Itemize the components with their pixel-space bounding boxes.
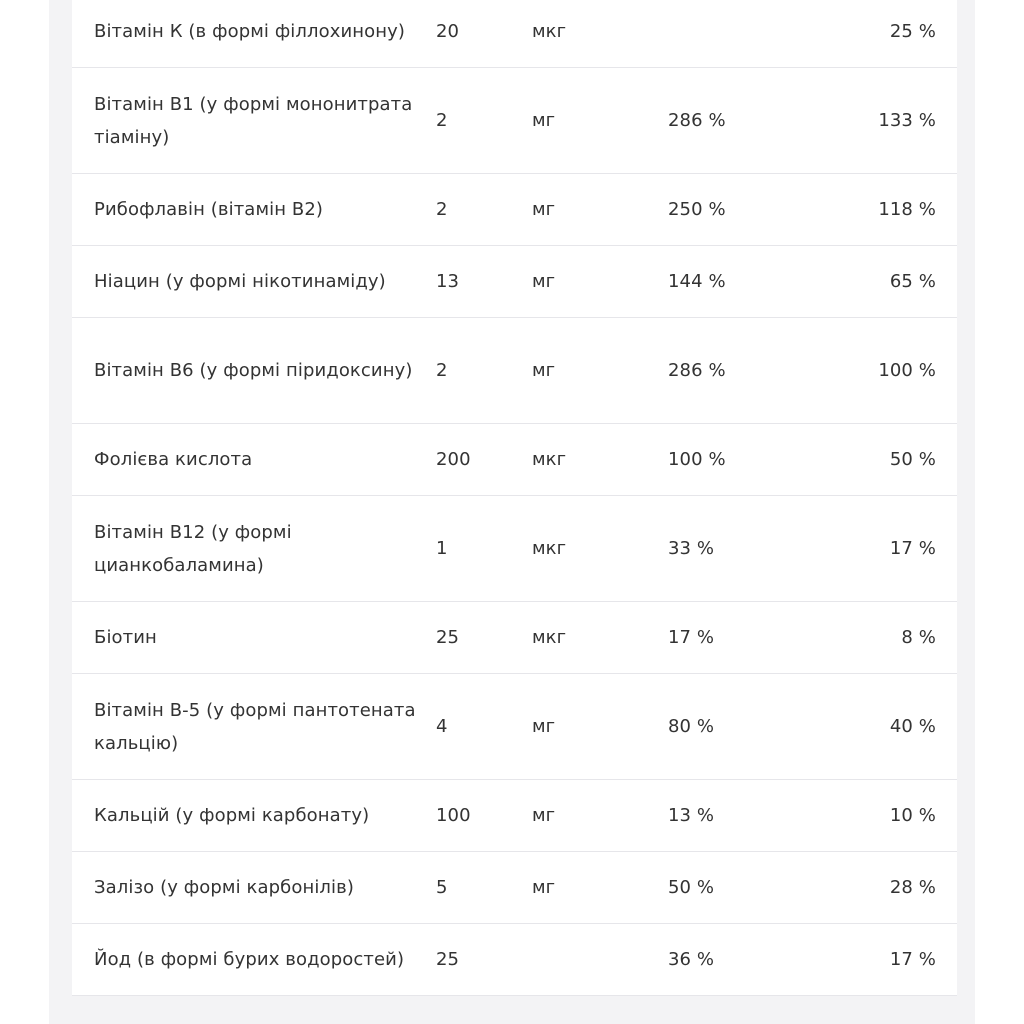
nutrient-percent-daily: 286 % bbox=[668, 68, 868, 174]
nutrient-percent-reference: 40 % bbox=[868, 674, 957, 780]
nutrient-name: Вітамін В12 (у формі цианкобаламина) bbox=[72, 496, 436, 602]
nutrient-name: Вітамін К (в формі філлохинону) bbox=[72, 0, 436, 68]
table-row bbox=[72, 780, 957, 852]
nutrient-unit: мг bbox=[532, 68, 668, 174]
nutrient-name: Ніацин (у формі нікотинаміду) bbox=[72, 246, 436, 318]
nutrient-percent-reference: 10 % bbox=[868, 780, 957, 852]
nutrient-percent-daily: 286 % bbox=[668, 318, 868, 424]
table-row bbox=[72, 602, 957, 674]
nutrient-name: Фолієва кислота bbox=[72, 424, 436, 496]
nutrient-percent-reference: 25 % bbox=[868, 0, 957, 68]
table-row bbox=[72, 246, 957, 318]
nutrient-amount: 1 bbox=[436, 496, 532, 602]
nutrient-percent-daily: 144 % bbox=[668, 246, 868, 318]
table-row bbox=[72, 68, 957, 174]
table-row bbox=[72, 496, 957, 602]
nutrition-table bbox=[72, 0, 957, 996]
nutrient-amount: 200 bbox=[436, 424, 532, 496]
nutrient-amount: 2 bbox=[436, 68, 532, 174]
nutrient-percent-daily: 33 % bbox=[668, 496, 868, 602]
nutrient-percent-daily: 17 % bbox=[668, 602, 868, 674]
nutrient-amount: 2 bbox=[436, 318, 532, 424]
nutrient-percent-reference: 28 % bbox=[868, 852, 957, 924]
nutrient-percent-daily: 50 % bbox=[668, 852, 868, 924]
nutrient-amount: 5 bbox=[436, 852, 532, 924]
nutrient-unit bbox=[532, 924, 668, 996]
nutrient-percent-reference: 50 % bbox=[868, 424, 957, 496]
nutrient-unit: мг bbox=[532, 852, 668, 924]
nutrient-percent-daily: 100 % bbox=[668, 424, 868, 496]
nutrient-unit: мкг bbox=[532, 496, 668, 602]
nutrient-percent-reference: 8 % bbox=[868, 602, 957, 674]
nutrient-amount: 100 bbox=[436, 780, 532, 852]
nutrition-table-body bbox=[72, 0, 957, 996]
table-row bbox=[72, 318, 957, 424]
nutrient-percent-reference: 118 % bbox=[868, 174, 957, 246]
nutrient-unit: мкг bbox=[532, 0, 668, 68]
nutrient-amount: 2 bbox=[436, 174, 532, 246]
nutrient-unit: мкг bbox=[532, 424, 668, 496]
nutrient-percent-reference: 100 % bbox=[868, 318, 957, 424]
nutrient-name: Рибофлавін (вітамін В2) bbox=[72, 174, 436, 246]
nutrient-amount: 20 bbox=[436, 0, 532, 68]
nutrient-percent-daily: 80 % bbox=[668, 674, 868, 780]
nutrient-percent-reference: 17 % bbox=[868, 924, 957, 996]
nutrient-unit: мг bbox=[532, 780, 668, 852]
nutrient-percent-daily: 250 % bbox=[668, 174, 868, 246]
nutrient-name: Вітамін В6 (у формі піридоксину) bbox=[72, 318, 436, 424]
nutrient-unit: мг bbox=[532, 318, 668, 424]
nutrient-unit: мг bbox=[532, 174, 668, 246]
nutrient-percent-daily: 36 % bbox=[668, 924, 868, 996]
table-row bbox=[72, 852, 957, 924]
nutrient-unit: мг bbox=[532, 246, 668, 318]
nutrient-name: Вітамін В-5 (у формі пантотената кальцію) bbox=[72, 674, 436, 780]
table-row bbox=[72, 424, 957, 496]
nutrient-unit: мг bbox=[532, 674, 668, 780]
nutrient-name: Йод (в формі бурих водоростей) bbox=[72, 924, 436, 996]
nutrient-amount: 25 bbox=[436, 602, 532, 674]
nutrient-name: Біотин bbox=[72, 602, 436, 674]
nutrient-amount: 25 bbox=[436, 924, 532, 996]
nutrient-percent-reference: 133 % bbox=[868, 68, 957, 174]
table-row bbox=[72, 674, 957, 780]
table-row bbox=[72, 174, 957, 246]
nutrient-percent-daily bbox=[668, 0, 868, 68]
nutrient-name: Вітамін В1 (у формі мононитрата тіаміну) bbox=[72, 68, 436, 174]
nutrient-name: Кальцій (у формі карбонату) bbox=[72, 780, 436, 852]
table-row bbox=[72, 0, 957, 68]
table-row bbox=[72, 924, 957, 996]
nutrient-name: Залізо (у формі карбонілів) bbox=[72, 852, 436, 924]
nutrient-unit: мкг bbox=[532, 602, 668, 674]
nutrient-amount: 4 bbox=[436, 674, 532, 780]
nutrient-percent-reference: 17 % bbox=[868, 496, 957, 602]
nutrient-percent-reference: 65 % bbox=[868, 246, 957, 318]
nutrient-percent-daily: 13 % bbox=[668, 780, 868, 852]
nutrient-amount: 13 bbox=[436, 246, 532, 318]
